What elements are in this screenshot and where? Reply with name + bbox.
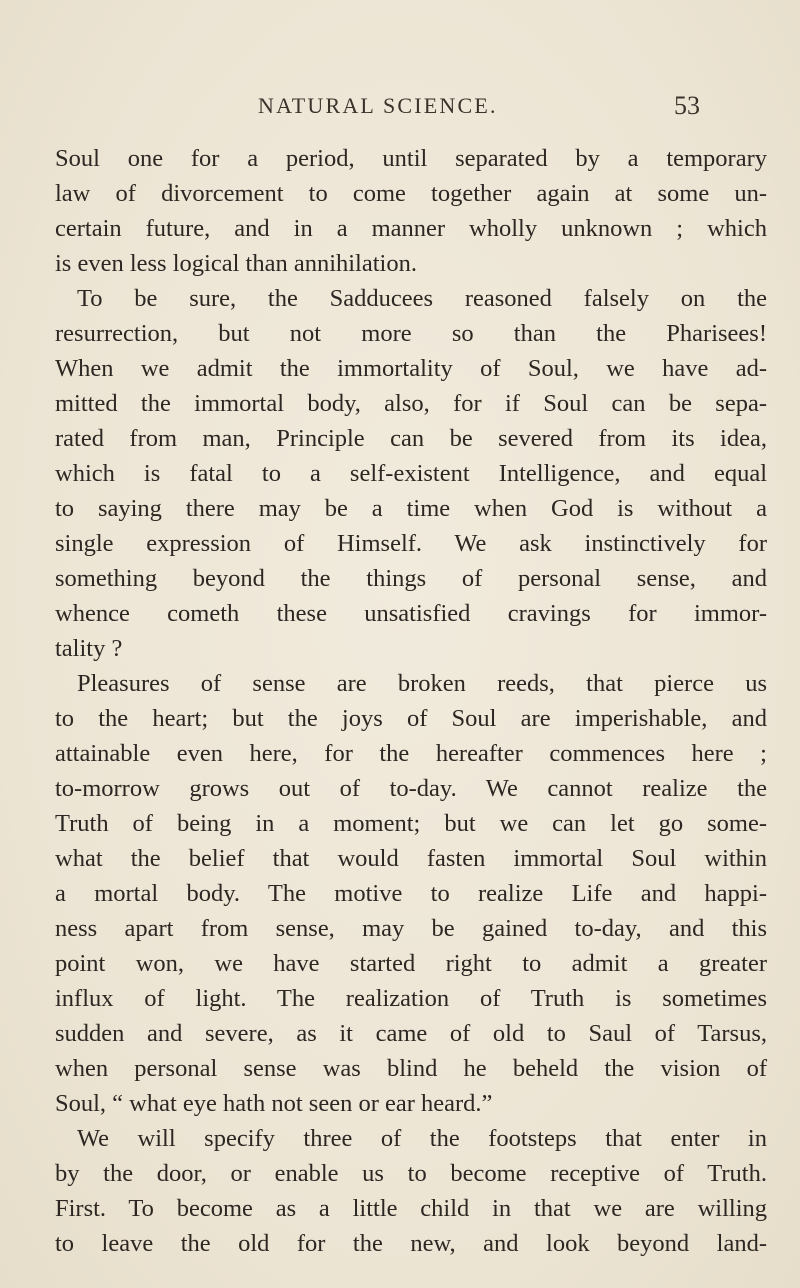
text-line: Pleasures of sense are broken reeds, that pierce us xyxy=(77,670,767,697)
text-line: by the door, or enable us to become receptive of Truth. xyxy=(55,1160,767,1187)
page-number: 53 xyxy=(674,91,700,120)
text-line: To be sure, the Sadducees reasoned falsely on the xyxy=(77,285,767,312)
text-line: When we admit the immortality of Soul, we have ad- xyxy=(55,355,767,382)
text-line: Soul one for a period, until separated by a temporary xyxy=(55,145,767,172)
text-line: sudden and severe, as it came of old to Saul of Tarsus, xyxy=(55,1020,767,1047)
text-line: influx of light. The realization of Truth is sometimes xyxy=(55,985,767,1012)
text-line: Soul, “ what eye hath not seen or ear heard.” xyxy=(55,1090,493,1117)
body-text xyxy=(55,141,767,1261)
text-line: single expression of Himself. We ask instinctively for xyxy=(55,530,767,557)
text-line: whence cometh these unsatisfied cravings for immor- xyxy=(55,600,767,627)
text-line: certain future, and in a manner wholly unknown ; which xyxy=(55,215,767,242)
text-line: what the belief that would fasten immortal Soul within xyxy=(55,845,767,872)
text-line: rated from man, Principle can be severed from its idea, xyxy=(55,425,767,452)
text-line: We will specify three of the footsteps that enter in xyxy=(77,1125,767,1152)
text-line: to saying there may be a time when God is without a xyxy=(55,495,767,522)
text-line: attainable even here, for the hereafter commences here ; xyxy=(55,740,767,767)
text-line: is even less logical than annihilation. xyxy=(55,250,417,277)
text-line: resurrection, but not more so than the Pharisees! xyxy=(55,320,767,347)
text-line: to the heart; but the joys of Soul are imperishable, and xyxy=(55,705,767,732)
text-line: law of divorcement to come together again at some un- xyxy=(55,180,767,207)
text-line: point won, we have started right to admit a greater xyxy=(55,950,767,977)
text-line: mitted the immortal body, also, for if Soul can be sepa- xyxy=(55,390,767,417)
running-head xyxy=(0,93,800,123)
text-line: Truth of being in a moment; but we can let go some- xyxy=(55,810,767,837)
text-line: when personal sense was blind he beheld the vision of xyxy=(55,1055,767,1082)
text-line: ness apart from sense, may be gained to-day, and this xyxy=(55,915,767,942)
text-line: something beyond the things of personal sense, and xyxy=(55,565,767,592)
running-title: NATURAL SCIENCE. xyxy=(258,93,498,118)
text-line: First. To become as a little child in that we are willing xyxy=(55,1195,767,1222)
text-line: a mortal body. The motive to realize Life and happi- xyxy=(55,880,767,907)
text-line: which is fatal to a self-existent Intelligence, and equal xyxy=(55,460,767,487)
text-line: tality ? xyxy=(55,635,123,662)
text-line: to leave the old for the new, and look beyond land- xyxy=(55,1230,767,1257)
text-line: to-morrow grows out of to-day. We cannot realize the xyxy=(55,775,767,802)
